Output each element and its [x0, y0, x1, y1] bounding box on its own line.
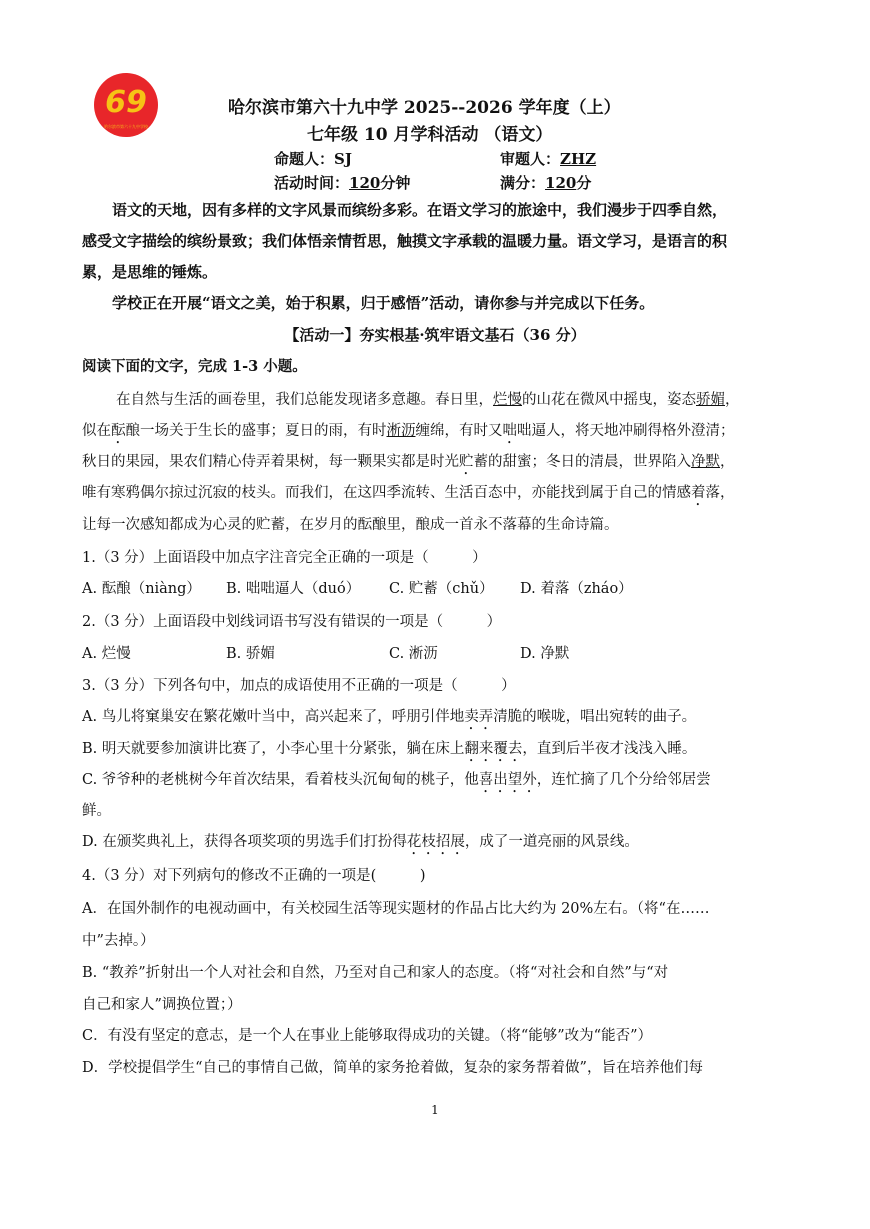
passage-line-2: [82, 419, 735, 447]
passage-text: 酿一场关于生长的盛事；夏日的雨，有时: [125, 423, 387, 439]
title-line-1: 哈尔滨市第六十九中学 2025--2026 学年度（上）: [228, 98, 621, 118]
option-text: 清脆的喉咙，唱出宛转的曲子。: [493, 709, 697, 725]
title-line-2: 七年级 10 月学科活动 （语文）: [307, 125, 553, 145]
score-unit: 分: [576, 174, 592, 192]
passage-line-5: 让每一次感知都成为心灵的贮蓄，在岁月的酝酿里，酿成一首永不落幕的生命诗篇。: [82, 517, 619, 533]
q1-option-b: B. 咄咄逼人（duó）: [226, 581, 361, 597]
intro-line-3: 累，是思维的锤炼。: [82, 263, 218, 281]
setter-label: 命题人：: [274, 150, 335, 168]
passage-text: 咄逼人，将天地冲刷得格外澄清；: [517, 423, 735, 439]
passage-line-3: [82, 450, 735, 478]
q4-option-c: C．有没有坚定的意志，是一个人在事业上能够取得成功的关键。（将“能够”改为“能否”）: [82, 1028, 652, 1044]
question-2: 2.（3 分）上面语段中划线词语书写没有错误的一项是（ ）: [82, 614, 502, 630]
page-number: 1: [431, 1103, 439, 1117]
q1-option-c: C. 贮蓄（chǔ）: [389, 581, 494, 597]
passage-text: ，: [720, 454, 735, 470]
q2-option-a: A. 烂慢: [82, 646, 131, 662]
question-4: 4.（3 分）对下列病句的修改不正确的一项是( ): [82, 868, 426, 884]
dotted-char: 贮: [459, 454, 474, 470]
q4-option-a-line-2: 中”去掉。）: [82, 933, 155, 949]
dotted-idiom: 卖弄: [464, 709, 494, 725]
time-label: 活动时间：: [274, 174, 350, 192]
dotted-idiom: 喜出望外: [478, 772, 537, 788]
q4-option-d: D．学校提倡学生“自己的事情自己做，简单的家务抢着做，复杂的家务帮着做”，旨在培养他们每: [82, 1060, 703, 1076]
reading-prompt: 阅读下面的文字，完成 1-3 小题。: [82, 358, 307, 375]
activity-time: [274, 172, 410, 193]
passage-text: 唯有寒鸦偶尔掠过沉寂的枝头。而我们，在这四季流转、生活百态中，亦能找到属于自己的情感: [82, 485, 691, 501]
q2-option-d: D. 净默: [520, 646, 570, 662]
q3-option-c: [82, 768, 711, 796]
time-value: 120: [349, 174, 381, 192]
passage-line-1: [116, 388, 740, 409]
reviewer-value: ZHZ: [560, 150, 597, 168]
underlined-word: 淅沥: [386, 423, 416, 439]
passage-text: 秋日的果园，果农们精心侍弄着果树，每一颗果实都是时光: [82, 454, 459, 470]
passage-line-4: [82, 481, 735, 509]
intro-line-2: 感受文字描绘的缤纷景致；我们体悟亲情哲思，触摸文字承载的温暖力量。语文学习，是语言的积: [82, 232, 728, 250]
passage-text: 蓄的甜蜜；冬日的清晨，世界陷入: [473, 454, 691, 470]
logo-number: 69: [105, 85, 147, 120]
passage-text: ，: [725, 392, 740, 408]
passage-text: 的山花在微风中摇曳，姿态: [522, 392, 696, 408]
q1-option-d: D. 着落（zháo）: [520, 581, 633, 597]
question-1: 1.（3 分）上面语段中加点字注音完全正确的一项是（ ）: [82, 550, 487, 566]
reviewer-label: 审题人：: [500, 150, 561, 168]
dotted-idiom: 翻来覆去: [464, 741, 523, 757]
passage-text: 在自然与生活的画卷里，我们总能发现诸多意趣。春日里，: [116, 392, 493, 408]
underlined-word: 烂慢: [493, 392, 522, 408]
underlined-word: 净默: [691, 454, 720, 470]
option-text: ，成了一道亮丽的风景线。: [464, 834, 639, 850]
q4-option-a-line-1: A．在国外制作的电视动画中，有关校园生活等现实题材的作品占比大约为 20%左右。（将“在……: [82, 901, 710, 917]
time-unit: 分钟: [380, 174, 411, 192]
question-3: 3.（3 分）下列各句中，加点的成语使用不正确的一项是（ ）: [82, 678, 516, 694]
activity-1-heading: 【活动一】夯实根基·筑牢语文基石（36 分）: [284, 326, 586, 344]
full-score: [500, 172, 591, 193]
score-value: 120: [545, 174, 577, 192]
option-text: B. 明天就要参加演讲比赛了，小李心里十分紧张，躺在床上: [82, 741, 465, 757]
q3-option-d: [82, 830, 639, 858]
dotted-char: 着: [691, 485, 706, 501]
option-text: ，直到后半夜才浅浅入睡。: [522, 741, 697, 757]
dotted-idiom: 花枝招展: [406, 834, 465, 850]
q4-option-b-line-2: 自己和家人”调换位置；）: [82, 997, 242, 1013]
option-text: D. 在颁奖典礼上，获得各项奖项的男选手们打扮得: [82, 834, 407, 850]
q3-option-c-continued: 鲜。: [82, 803, 111, 819]
dotted-char: 咄: [502, 423, 517, 439]
option-text: A. 鸟儿将窠巢安在繁花嫩叶当中，高兴起来了，呼朋引伴地: [82, 709, 465, 725]
passage-text: 缠绵，有时又: [415, 423, 503, 439]
q2-option-c: C. 淅沥: [389, 646, 438, 662]
intro-line-4: 学校正在开展“语文之美，始于积累，归于感悟”活动，请你参与并完成以下任务。: [112, 294, 655, 312]
q4-option-b-line-1: B. “教养”折射出一个人对社会和自然，乃至对自己和家人的态度。（将“对社会和自然”与“对: [82, 965, 669, 981]
reviewer: [500, 148, 596, 169]
q2-option-b: B. 骄媚: [226, 646, 275, 662]
q3-option-b: [82, 737, 696, 765]
setter-value: SJ: [334, 150, 352, 168]
q1-option-a: A. 酝酿（niàng）: [82, 581, 201, 597]
intro-line-1: 语文的天地，因有多样的文字风景而缤纷多彩。在语文学习的旅途中，我们漫步于四季自然，: [112, 201, 728, 219]
passage-text: 似在: [82, 423, 111, 439]
school-logo: [93, 72, 159, 138]
score-label: 满分：: [500, 174, 546, 192]
setter: [274, 148, 352, 169]
logo-caption: 哈尔滨市第六十九中学校: [104, 124, 148, 129]
option-text: C. 爷爷种的老桃树今年首次结果，看着枝头沉甸甸的桃子，他: [82, 772, 479, 788]
underlined-word: 骄媚: [696, 392, 725, 408]
passage-text: 落，: [705, 485, 735, 501]
dotted-char: 酝: [111, 423, 126, 439]
option-text: ，连忙摘了几个分给邻居尝: [536, 772, 711, 788]
q3-option-a: [82, 705, 696, 733]
